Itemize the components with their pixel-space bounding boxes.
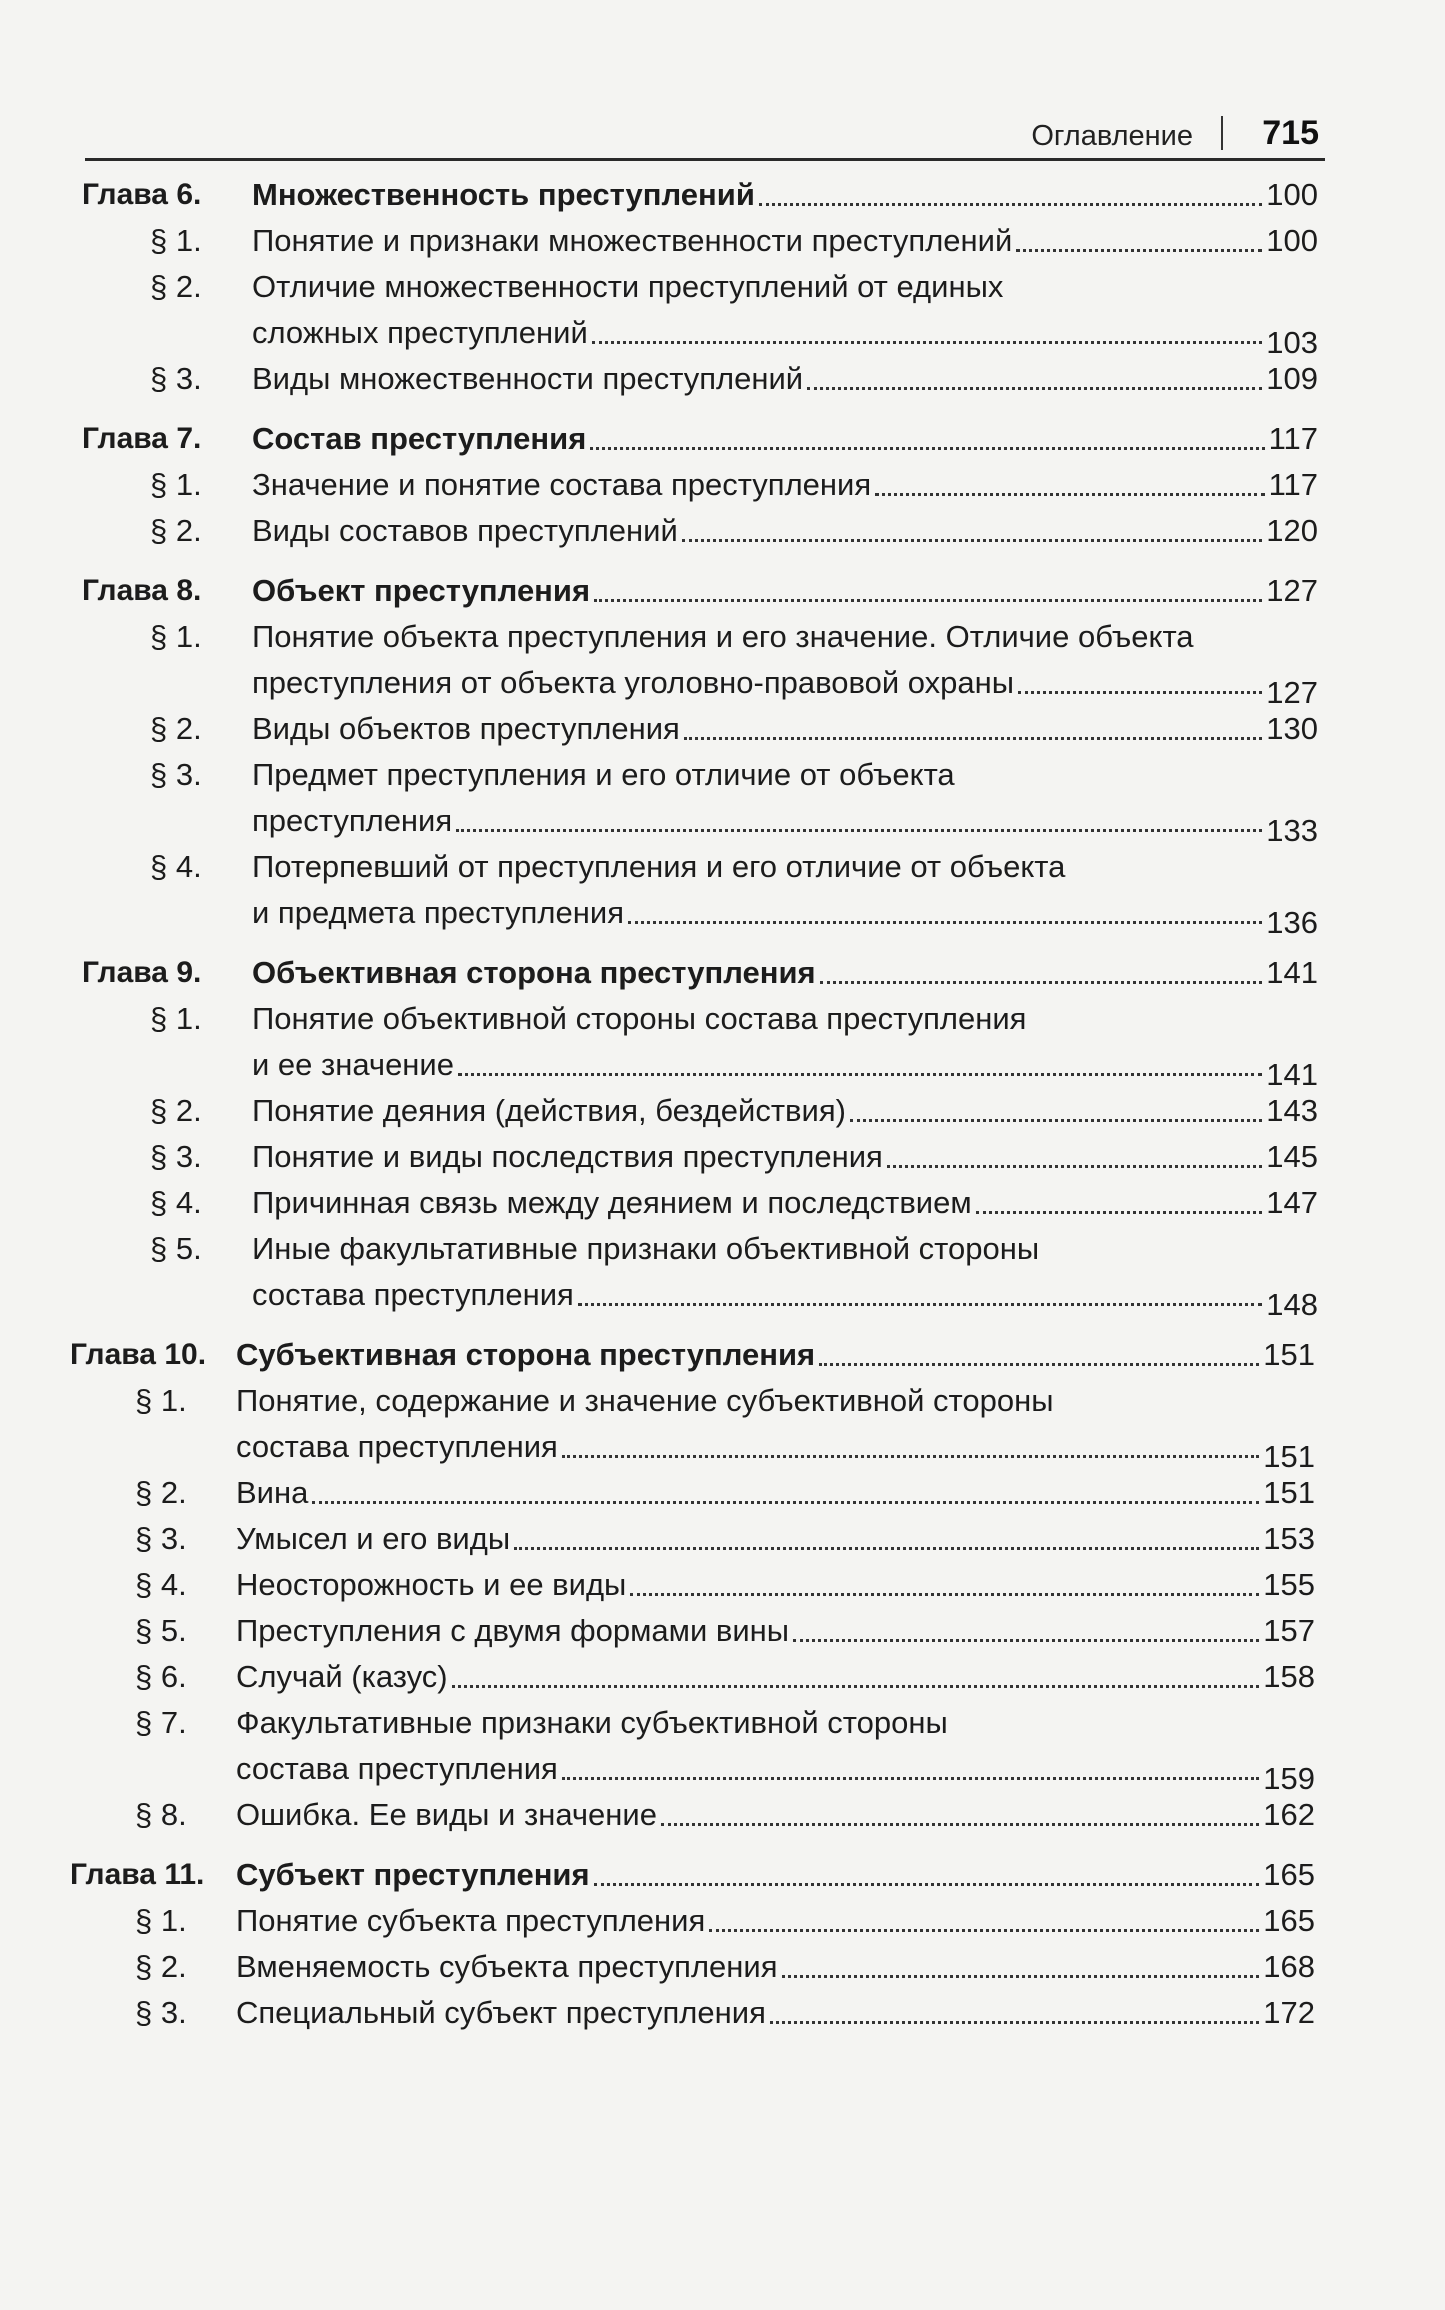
section-number: § 4. [150, 1185, 202, 1220]
dot-leader [562, 1774, 1259, 1780]
section-number: § 1. [150, 223, 202, 258]
running-header [85, 102, 1325, 161]
section-number: § 3. [135, 1521, 187, 1556]
dot-leader [661, 1820, 1259, 1826]
toc-section-entry[interactable] [0, 1134, 1445, 1180]
toc-chapter-entry[interactable] [0, 950, 1445, 996]
chapter-number: Глава 8. [82, 574, 202, 607]
page-number: 168 [1263, 1949, 1315, 1984]
page-number: 136 [1266, 905, 1318, 940]
section-title-line: Понятие объективной стороны состава преступления [252, 1001, 1027, 1036]
toc-section-entry[interactable] [0, 1990, 1445, 2036]
toc-chapter-entry[interactable] [0, 416, 1445, 462]
dot-leader [592, 338, 1263, 344]
section-title: Понятие и признаки множественности преступлений [252, 223, 1013, 258]
section-title: Причинная связь между деянием и последствием [252, 1185, 972, 1220]
toc-chapter-entry[interactable] [0, 1852, 1445, 1898]
section-number: § 5. [135, 1613, 187, 1648]
chapter-title: Субъективная сторона преступления [236, 1337, 816, 1372]
section-number: § 7. [135, 1705, 187, 1740]
page-number: 162 [1263, 1797, 1315, 1832]
page-number: 145 [1266, 1139, 1318, 1174]
toc-section-entry[interactable] [0, 614, 1445, 710]
section-title: Виды множественности преступлений [252, 361, 804, 396]
toc-section-entry[interactable] [0, 1792, 1445, 1838]
chapter-number: Глава 6. [82, 178, 202, 211]
section-title-line: Иные факультативные признаки объективной стороны [252, 1231, 1040, 1266]
toc-section-entry[interactable] [0, 508, 1445, 554]
dot-leader [562, 1452, 1259, 1458]
dot-leader [594, 596, 1262, 602]
page-number: 172 [1263, 1995, 1315, 2030]
toc-section-entry[interactable] [0, 752, 1445, 848]
toc-section-entry[interactable] [0, 356, 1445, 402]
toc-section-entry[interactable] [0, 1470, 1445, 1516]
dot-leader [578, 1300, 1262, 1306]
section-number: § 3. [135, 1995, 187, 2030]
page-number: 148 [1266, 1287, 1318, 1322]
toc-section-entry[interactable] [0, 844, 1445, 940]
dot-leader [770, 2018, 1259, 2024]
toc-section-entry[interactable] [0, 1562, 1445, 1608]
page-number: 165 [1263, 1857, 1315, 1892]
page-number: 103 [1266, 325, 1318, 360]
section-title: Значение и понятие состава преступления [252, 467, 872, 502]
toc-section-entry[interactable] [0, 1654, 1445, 1700]
dot-leader [456, 826, 1262, 832]
section-title: Преступления с двумя формами вины [236, 1613, 790, 1648]
page-number: 117 [1268, 467, 1318, 502]
section-number: § 1. [135, 1903, 187, 1938]
section-title: и ее значение [252, 1047, 454, 1082]
dot-leader [807, 384, 1262, 390]
section-title: Случай (казус) [236, 1659, 448, 1694]
dot-leader [820, 978, 1263, 984]
page-number: 165 [1263, 1903, 1315, 1938]
chapter-number: Глава 9. [82, 956, 202, 989]
page-number: 147 [1266, 1185, 1318, 1220]
chapter-title: Множественность преступлений [252, 177, 755, 212]
page-number: 155 [1263, 1567, 1315, 1602]
page-number: 141 [1266, 955, 1318, 990]
page-number: 157 [1263, 1613, 1315, 1648]
section-number: § 8. [135, 1797, 187, 1832]
section-title-line: Потерпевший от преступления и его отличие от объекта [252, 849, 1066, 884]
toc-chapter-entry[interactable] [0, 1332, 1445, 1378]
page-number: 151 [1263, 1439, 1315, 1474]
dot-leader [590, 444, 1264, 450]
dot-leader [630, 1590, 1259, 1596]
dot-leader [819, 1360, 1259, 1366]
section-title: Понятие субъекта преступления [236, 1903, 706, 1938]
dot-leader [458, 1070, 1262, 1076]
dot-leader [312, 1498, 1259, 1504]
section-title: Понятие и виды последствия преступления [252, 1139, 883, 1174]
dot-leader [793, 1636, 1259, 1642]
chapter-number: Глава 11. [70, 1858, 205, 1891]
toc-section-entry[interactable] [0, 1226, 1445, 1322]
section-number: § 2. [150, 711, 202, 746]
section-title: Ошибка. Ее виды и значение [236, 1797, 657, 1832]
section-title: Понятие деяния (действия, бездействия) [252, 1093, 846, 1128]
section-title: Виды объектов преступления [252, 711, 680, 746]
toc-section-entry[interactable] [0, 1608, 1445, 1654]
section-title: преступления [252, 803, 453, 838]
chapter-number: Глава 7. [82, 422, 202, 455]
toc-section-entry[interactable] [0, 1944, 1445, 1990]
dot-leader [594, 1880, 1260, 1886]
page-number: 100 [1266, 177, 1318, 212]
chapter-title: Объект преступления [252, 573, 591, 608]
section-number: § 2. [135, 1949, 187, 1984]
dot-leader [684, 734, 1262, 740]
section-title: и предмета преступления [252, 895, 624, 930]
dot-leader [1018, 688, 1262, 694]
toc-section-entry[interactable] [0, 1700, 1445, 1796]
section-number: § 1. [135, 1383, 187, 1418]
dot-leader [875, 490, 1264, 496]
chapter-title: Объективная сторона преступления [252, 955, 816, 990]
section-number: § 6. [135, 1659, 187, 1694]
page-number: 141 [1266, 1057, 1318, 1092]
section-title: Специальный субъект преступления [236, 1995, 766, 2030]
section-number: § 2. [150, 513, 202, 548]
section-number: § 3. [150, 361, 202, 396]
dot-leader [514, 1544, 1259, 1550]
section-number: § 1. [150, 1001, 202, 1036]
section-number: § 4. [150, 849, 202, 884]
section-title: состава преступления [236, 1751, 558, 1786]
section-title: Вина [236, 1475, 309, 1510]
page-number: 159 [1263, 1761, 1315, 1796]
section-number: § 2. [150, 269, 202, 304]
page-number: 133 [1266, 813, 1318, 848]
page-number: 109 [1266, 361, 1318, 396]
section-title-line: Понятие, содержание и значение субъективной стороны [236, 1383, 1054, 1418]
page-number: 130 [1266, 711, 1318, 746]
section-number: § 1. [150, 467, 202, 502]
dot-leader [709, 1926, 1259, 1932]
chapter-title: Субъект преступления [236, 1857, 590, 1892]
section-number: § 2. [135, 1475, 187, 1510]
page-number: 127 [1266, 573, 1318, 608]
toc-section-entry[interactable] [0, 1378, 1445, 1474]
header-section-title: Оглавление [1031, 120, 1193, 152]
dot-leader [976, 1208, 1263, 1214]
section-title-line: Отличие множественности преступлений от единых [252, 269, 1004, 304]
page-number: 100 [1266, 223, 1318, 258]
dot-leader [782, 1972, 1260, 1978]
toc-section-entry[interactable] [0, 462, 1445, 508]
header-page-number: 715 [1262, 114, 1319, 152]
toc-section-entry[interactable] [0, 1898, 1445, 1944]
section-number: § 1. [150, 619, 202, 654]
dot-leader [850, 1116, 1262, 1122]
section-number: § 3. [150, 757, 202, 792]
dot-leader [452, 1682, 1260, 1688]
toc-section-entry[interactable] [0, 218, 1445, 264]
toc-section-entry[interactable] [0, 1180, 1445, 1226]
chapter-number: Глава 10. [70, 1338, 207, 1371]
page-number: 143 [1266, 1093, 1318, 1128]
toc-section-entry[interactable] [0, 1516, 1445, 1562]
section-number: § 3. [150, 1139, 202, 1174]
section-title: преступления от объекта уголовно-правовой охраны [252, 665, 1015, 700]
dot-leader [628, 918, 1262, 924]
chapter-title: Состав преступления [252, 421, 587, 456]
page-number: 153 [1263, 1521, 1315, 1556]
section-title-line: Предмет преступления и его отличие от объекта [252, 757, 955, 792]
table-of-contents [0, 172, 1445, 2036]
section-number: § 2. [150, 1093, 202, 1128]
dot-leader [682, 536, 1262, 542]
dot-leader [1016, 246, 1262, 252]
header-divider [1221, 116, 1223, 150]
section-title: состава преступления [236, 1429, 558, 1464]
page-number: 127 [1266, 675, 1318, 710]
section-number: § 4. [135, 1567, 187, 1602]
toc-chapter-entry[interactable] [0, 568, 1445, 614]
dot-leader [887, 1162, 1262, 1168]
toc-section-entry[interactable] [0, 996, 1445, 1092]
section-title: Умысел и его виды [236, 1521, 511, 1556]
toc-section-entry[interactable] [0, 264, 1445, 360]
page-number: 117 [1268, 421, 1318, 456]
toc-chapter-entry[interactable] [0, 172, 1445, 218]
section-title: Вменяемость субъекта преступления [236, 1949, 778, 1984]
section-number: § 5. [150, 1231, 202, 1266]
section-title-line: Факультативные признаки субъективной стороны [236, 1705, 948, 1740]
section-title-line: Понятие объекта преступления и его значение. Отличие объекта [252, 619, 1194, 654]
page-number: 151 [1263, 1337, 1315, 1372]
toc-section-entry[interactable] [0, 706, 1445, 752]
section-title: Неосторожность и ее виды [236, 1567, 627, 1602]
page-number: 151 [1263, 1475, 1315, 1510]
section-title: сложных преступлений [252, 315, 588, 350]
section-title: состава преступления [252, 1277, 574, 1312]
page-number: 158 [1263, 1659, 1315, 1694]
section-title: Виды составов преступлений [252, 513, 678, 548]
page-number: 120 [1266, 513, 1318, 548]
toc-section-entry[interactable] [0, 1088, 1445, 1134]
dot-leader [759, 200, 1262, 206]
